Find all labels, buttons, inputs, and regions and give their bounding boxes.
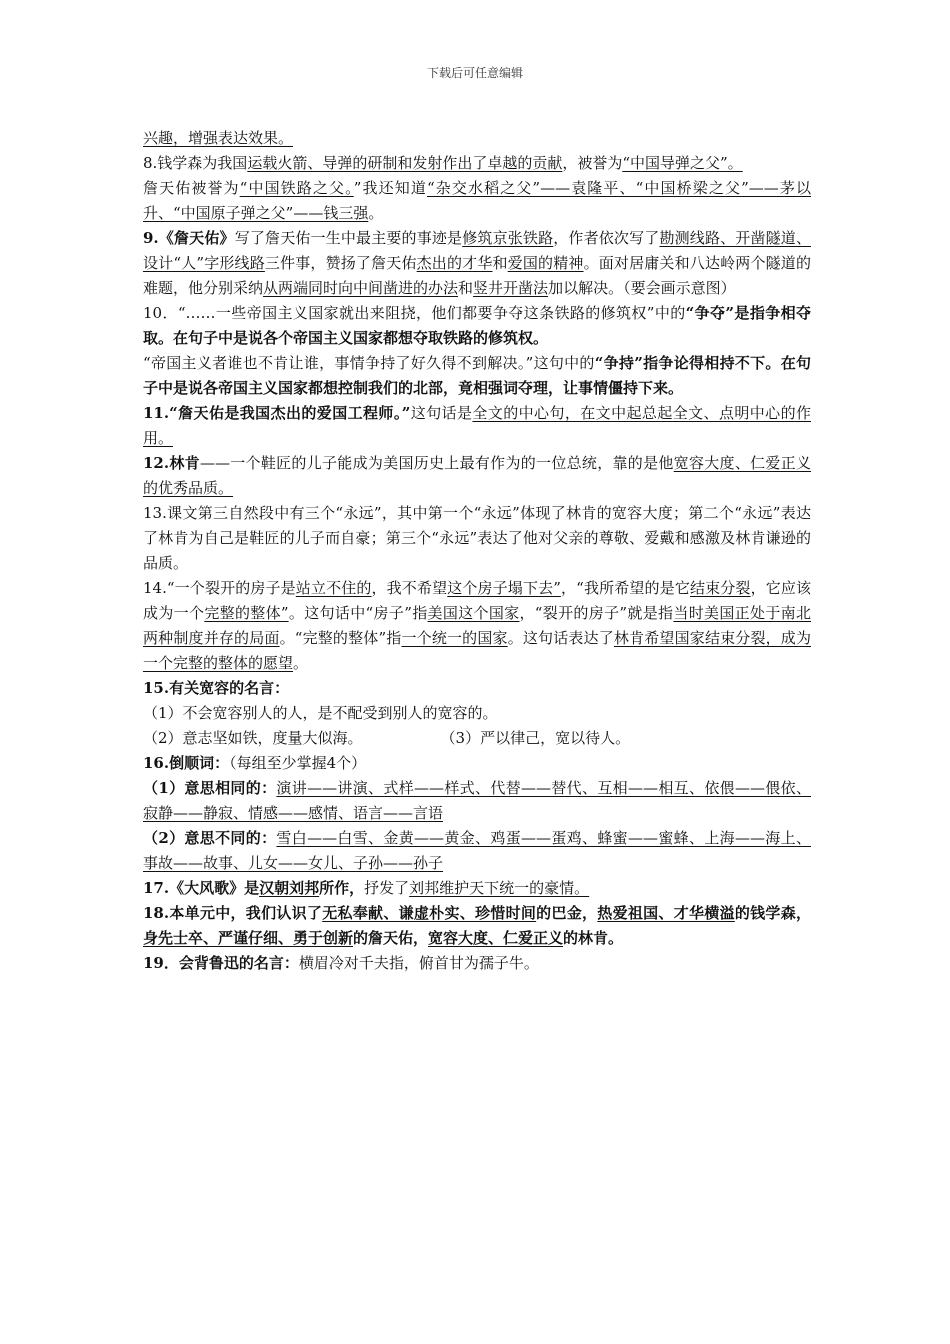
underlined-text: 宽容大度、仁爱正义 [428, 929, 564, 947]
paragraph [143, 351, 811, 401]
underlined-text: 勘测线路、开凿隧道、设计“人”字形线路 [143, 229, 811, 272]
paragraph [143, 401, 811, 451]
bold-text: 11.“詹天佑是我国杰出的爱国工程师。” [143, 404, 411, 422]
underlined-text: 无私奉献、谦虚朴实、珍惜时间 [322, 904, 537, 922]
text-run: “帝国主义者谁也不肯让谁，事情争持了好久得不到解决。”这句中的 [143, 354, 595, 372]
underlined-text: 刘邦维护天下统一的豪情。 [409, 879, 590, 897]
underlined-text: “中国铁路之父。 [239, 179, 354, 197]
text-run: 。“完整的整体”指 [279, 629, 402, 647]
underlined-text: 兴趣，增强表达效果。 [143, 129, 294, 147]
text-run: 。这句话中“房子”指 [288, 604, 428, 622]
text-run: （1）不会宽容别人的人，是不配受到别人的宽容的。 [143, 704, 498, 722]
bold-text: 的钱学森， [734, 904, 811, 922]
underlined-text: 热爱祖国、才华横溢 [597, 904, 735, 922]
text-run: 10．“……一些帝国主义国家就出来阻挠，他们都要争夺这条铁路的修筑权”中的 [143, 304, 686, 322]
text-run: ，它应该成为一个 [143, 579, 811, 622]
bold-text: 16.倒顺词： [143, 754, 230, 772]
bold-text: 所作， [319, 879, 365, 897]
paragraph [143, 776, 811, 826]
bold-text: 18.本单元中，我们认识了 [143, 904, 323, 922]
text-run: 和 [492, 254, 508, 272]
underlined-text: 全文的中心句，在文中起总起全文、点明中心的作用。 [143, 404, 811, 447]
underlined-text: 结束分裂 [689, 579, 751, 597]
text-run: 。 [368, 204, 384, 222]
underlined-text: 从两端同时向中间凿进的办法 [263, 279, 459, 297]
underlined-text: 汉朝 [259, 879, 290, 897]
underlined-text: 竖井开凿法 [473, 279, 549, 297]
underlined-text: 演讲——讲演、式样——样式、代替——替代、互相——相互、依偎——偎依、寂静——静寂、情感——感情、语言——言语 [143, 779, 811, 822]
underlined-text: “中国导弹之父”。 [622, 154, 743, 172]
underlined-text: 这个房子塌下去” [447, 579, 561, 597]
underlined-text: 运载火箭、导弹的研制和发射作出了卓越的贡献 [247, 154, 563, 172]
bold-text: 的巴金， [536, 904, 598, 922]
text-run: 。这句话表达了 [507, 629, 614, 647]
bold-text: 12.林肯 [143, 454, 200, 472]
underlined-text: 爱国的精神 [507, 254, 584, 272]
paragraph [143, 501, 811, 576]
bold-text: （1）意思相同的： [143, 779, 277, 797]
text-run: 抒发了 [364, 879, 410, 897]
underlined-text: “杂交水稻之父”——袁隆平、“中国桥梁之父”——茅以升、“中国原子弹之父”——钱三强 [143, 179, 811, 222]
paragraph [143, 951, 811, 976]
text-run: ，作者依次写了 [553, 229, 660, 247]
underlined-text: 修筑京张铁路 [462, 229, 554, 247]
underlined-text: 刘邦 [289, 879, 320, 897]
text-run: ——一个鞋匠的儿子能成为美国历史上最有作为的一位总统，靠的是他 [199, 454, 674, 472]
text-run: 。面对居庸关和八达岭两个隧道的难题，他分别采纳 [143, 254, 811, 297]
paragraph [143, 576, 811, 676]
paragraph [143, 451, 811, 501]
text-run: ，“我所希望的是它 [560, 579, 690, 597]
bold-text: （2）意思不同的： [143, 829, 277, 847]
underlined-text: 杰出的才华 [416, 254, 493, 272]
paragraph [143, 701, 811, 726]
underlined-text: 一个统一的国家 [401, 629, 508, 647]
underlined-text: 林肯希望国家结束分裂，成为一个完整的整体的愿望 [143, 629, 811, 672]
text-run: 横眉冷对千夫指，俯首甘为孺子牛。 [298, 954, 539, 972]
bold-text: 9.《詹天佑》 [143, 229, 235, 247]
underlined-text: 当时美国正处于南北两种制度并存的局面 [143, 604, 811, 647]
text-run: 加以解决。（要会画示意图） [548, 279, 736, 297]
document-body [143, 126, 811, 976]
text-run: ，被誉为 [562, 154, 623, 172]
text-run: 14.“一个裂开的房子是 [143, 579, 296, 597]
bold-text: “争夺”是指争相夺取。在句子中是说各个帝国主义国家都想夺取铁路的修筑权。 [143, 304, 811, 347]
bold-text: “争持”指争论得相持不下。在句子中是说各帝国主义国家都想控制我们的北部，竟相强词夺理，让事情僵持下来。 [143, 354, 812, 397]
paragraph [143, 126, 811, 151]
page-header: 下载后可任意编辑 [426, 66, 523, 80]
text-run: 和 [458, 279, 474, 297]
paragraph [143, 176, 811, 226]
text-run: （3）严以律己，宽以待人。 [440, 729, 631, 747]
text-run: 詹天佑被誉为 [143, 179, 240, 197]
text-run: ，“裂开的房子”就是指 [519, 604, 674, 622]
paragraph [143, 226, 811, 301]
paragraph [143, 676, 811, 701]
underlined-text: 身先士卒、严谨仔细、勇于创新 [143, 929, 354, 947]
underlined-text: 站立不住的 [295, 579, 372, 597]
paragraph [143, 751, 811, 776]
paragraph [143, 151, 811, 176]
bold-text: 15.有关宽容的名言： [143, 679, 290, 697]
paragraph [143, 826, 811, 876]
paragraph [143, 901, 811, 951]
text-run: 三件事，赞扬了詹天佑 [264, 254, 417, 272]
bold-text: 的林肯。 [563, 929, 624, 947]
text-run: 写了詹天佑一生中最主要的事迹是 [234, 229, 463, 247]
paragraph [143, 726, 811, 751]
underlined-text: 雪白——白雪、金黄——黄金、鸡蛋——蛋鸡、蜂蜜——蜜蜂、上海——海上、事故——故事、儿女——女儿、子孙——孙子 [143, 829, 811, 872]
text-run: （每组至少掌握4个） [229, 754, 367, 772]
text-run: （2）意志坚如铁，度量大似海。 [143, 729, 363, 747]
bold-text: 17.《大风歌》是 [143, 879, 260, 897]
underlined-text: 美国这个国家 [427, 604, 520, 622]
paragraph [143, 876, 811, 901]
underlined-text: 完整的整体” [204, 604, 289, 622]
text-run: 8.钱学森为我国 [143, 154, 248, 172]
text-run: ，我不希望 [371, 579, 448, 597]
text-run: 这句话是 [410, 404, 473, 422]
underlined-text: 宽容大度、仁爱正义的优秀品质。 [143, 454, 811, 497]
text-run: 13.课文第三自然段中有三个“永远”，其中第一个“永远”体现了林肯的宽容大度；第二个“永远”表达了林肯为自己是鞋匠的儿子而自豪；第三个“永远”表达了他对父亲的尊敬、爱戴和感激及林肯谦逊的品质。 [143, 504, 811, 572]
paragraph [143, 301, 811, 351]
bold-text: 的詹天佑， [353, 929, 429, 947]
text-run: 。 [293, 654, 309, 672]
text-run: ”我还知道 [353, 179, 427, 197]
bold-text: 19．会背鲁迅的名言： [143, 954, 299, 972]
